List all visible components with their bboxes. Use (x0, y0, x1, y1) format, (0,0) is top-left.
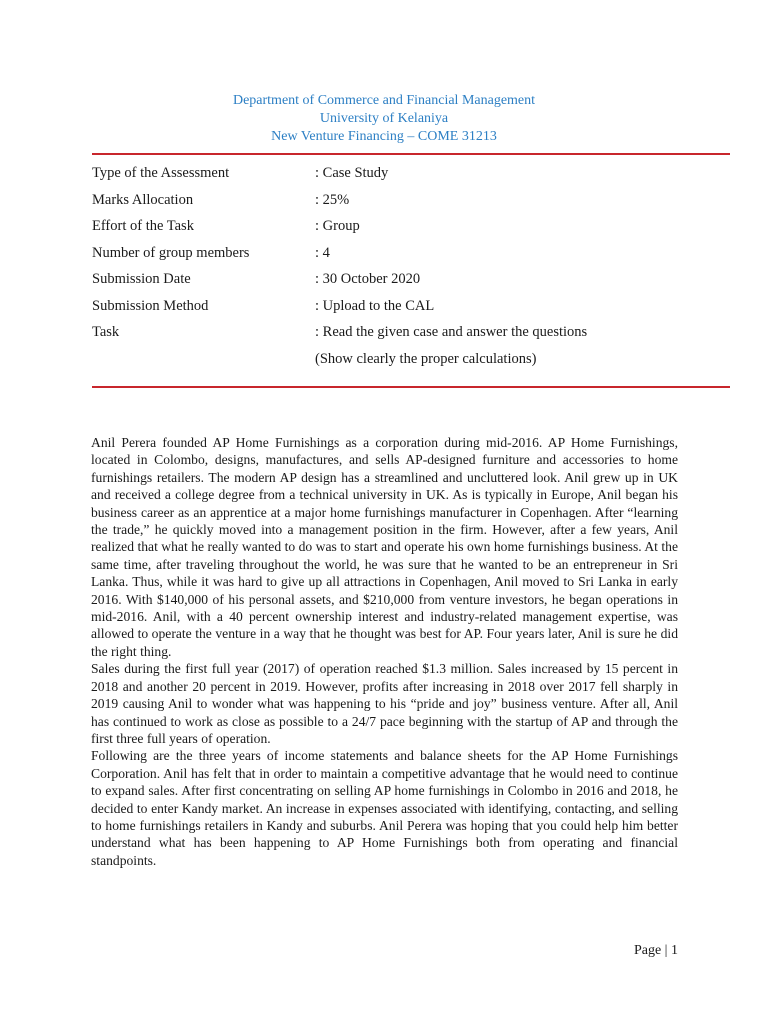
detail-value: : Upload to the CAL (315, 297, 435, 314)
detail-row-task-note (92, 346, 732, 373)
detail-value: : 30 October 2020 (315, 271, 421, 287)
detail-row-effort (92, 213, 732, 240)
detail-label: Type of the Assessment (92, 165, 230, 181)
department-title: Department of Commerce and Financial Management (232, 93, 536, 108)
detail-value: : Read the given case and answer the questions (315, 324, 588, 340)
detail-label: Task (92, 324, 120, 340)
detail-label: Submission Date (92, 271, 191, 287)
detail-row-task (92, 319, 732, 346)
detail-label: Number of group members (92, 244, 250, 261)
detail-value: : 4 (315, 244, 330, 261)
paragraph: Anil Perera founded AP Home Furnishings as a corporation during mid-2016. AP Home Furnishings, located in Colombo, designs, manufactures, and sells AP-designed furniture and accessories to home furnishings retailers. The modern AP design has a streamlined and uncluttered look. Anil grew up in UK and received a college degree from a technical university in UK. As is typically in Europe, Anil began his business career as an apprentice at a major home furnishings manufacturer in Copenhagen. After “learning the trade,” he quickly moved into a management position in the firm. However, after a few years, Anil realized that what he really wanted to do was to start and operate his own home furnishings business. At the same time, after traveling throughout the world, he was sure that he wanted to be an entrepreneur in Sri Lanka. Thus, while it was hard to give up all attractions in Copenhagen, Anil moved to Sri Lanka in early 2016. With $140,000 of his personal assets, and $210,000 from venture investors, he began operations in mid-2016. Anil, with a 40 percent ownership interest and industry-related management expertise, was allowed to operate the venture in a way that he thought was best for AP. Four years later, Anil is sure he did the right thing. (91, 435, 678, 659)
task-note: (Show clearly the proper calculations) (315, 350, 537, 367)
detail-row-submission-method (92, 293, 732, 320)
page-number: Page | 1 (633, 943, 678, 958)
bottom-divider (92, 386, 730, 388)
university-name: University of Kelaniya (319, 111, 449, 126)
detail-row-members (92, 240, 732, 267)
course-title: New Venture Financing – COME 31213 (271, 129, 497, 144)
top-divider (92, 153, 730, 155)
detail-row-marks (92, 187, 732, 214)
paragraph: Following are the three years of income statements and balance sheets for the AP Home Furnishings Corporation. Anil has felt that in order to maintain a competitive advantage that he would need to continue to expand sales. After first concentrating on selling AP home furnishings in Colombo in 2016 and 2018, he decided to enter Kandy market. An increase in expenses associated with identifying, contacting, and selling to home furnishings retailers in Kandy and suburbs. Anil Perera was hoping that you could help him better understand what has been happening to AP Home Furnishings both from operating and financial standpoints. (91, 748, 678, 868)
assessment-details (92, 160, 732, 372)
detail-label: Effort of the Task (92, 218, 194, 234)
detail-row-submission-date (92, 266, 732, 293)
paragraph: Sales during the first full year (2017) of operation reached $1.3 million. Sales increased by 15 percent in 2018 and another 20 percent in 2019. However, profits after increasing in 2018 over 2017 fell sharply in 2019 causing Anil to wonder what was happening to his “pride and joy” business venture. After all, Anil has continued to work as close as possible to a 24/7 pace beginning with the startup of AP and through the first three full years of operation. (91, 661, 678, 746)
detail-row-type (92, 160, 732, 187)
case-study-body (91, 434, 678, 869)
detail-value: : Case Study (315, 165, 389, 181)
detail-value: : 25% (315, 191, 350, 208)
detail-label: Submission Method (92, 297, 209, 314)
detail-value: : Group (315, 218, 360, 234)
detail-label: Marks Allocation (92, 191, 194, 208)
document-header (0, 92, 768, 146)
